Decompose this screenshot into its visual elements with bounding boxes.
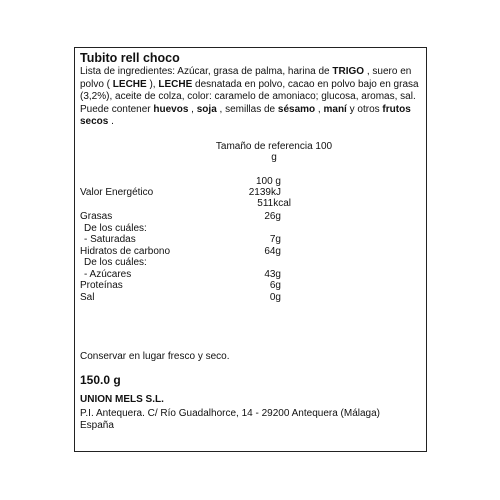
storage-instructions: Conservar en lugar fresco y seco.: [80, 351, 230, 362]
allergen-text: TRIGO: [332, 66, 365, 77]
product-label-card: [74, 47, 427, 452]
nutrition-row-label: Proteínas: [80, 280, 123, 291]
allergen-text: frutos secos: [80, 103, 411, 127]
reference-size-line2: g: [271, 152, 277, 163]
ingredient-text: , suero en polvo (: [80, 66, 412, 90]
allergen-text: maní: [323, 103, 347, 115]
energy-kj: 2139kJ: [248, 187, 281, 198]
nutrition-row-label: - Saturadas: [84, 234, 136, 245]
energy-kcal: 511kcal: [257, 198, 291, 209]
nutrition-row-value: 26g: [264, 211, 281, 222]
nutrition-row-label: Grasas: [80, 211, 113, 222]
nutrition-row-label: Sal: [80, 291, 95, 303]
nutrition-row-label: De los cuáles:: [84, 222, 147, 234]
nutrition-row-label: De los cuáles:: [84, 257, 147, 268]
nutrition-row-value: 0g: [269, 291, 281, 303]
ingredient-text: ,: [188, 103, 197, 115]
nutrition-row-value: 7g: [269, 234, 281, 245]
nutrition-row-label: - Azúcares: [84, 268, 132, 280]
ingredient-text: desnatada en polvo, cacao en polvo bajo en grasa (3,2%), aceite de colza, color: caramelo de amoniaco; glucosa, aromas, sal. Puede contener: [80, 78, 419, 115]
nutrition-row-label: Hidratos de carbono: [80, 245, 171, 257]
allergen-text: huevos: [153, 103, 189, 115]
ingredient-text: Lista de ingredientes: Azúcar, grasa de palma, harina de: [80, 66, 333, 77]
ingredient-text: y otros: [346, 103, 383, 115]
company-country: España: [80, 420, 114, 431]
unit-header: 100 g: [255, 176, 281, 187]
ingredient-text: , semillas de: [216, 103, 278, 115]
nutrition-row-value: 43g: [264, 268, 281, 280]
energy-label: Valor Energético: [80, 187, 154, 198]
ingredients-list: [80, 66, 425, 129]
allergen-text: LECHE: [158, 78, 193, 90]
ingredient-text: ),: [146, 78, 159, 90]
product-title: Tubito rell choco: [80, 51, 180, 65]
ingredient-text: .: [108, 116, 114, 127]
allergen-text: LECHE: [112, 78, 147, 90]
ingredient-text: ,: [315, 103, 324, 115]
nutrition-row-value: 6g: [269, 280, 281, 291]
allergen-text: sésamo: [277, 103, 316, 115]
company-address: P.I. Antequera. C/ Río Guadalhorce, 14 - 29200 Antequera (Málaga): [80, 408, 381, 419]
net-weight: 150.0 g: [80, 373, 121, 387]
allergen-text: soja: [196, 103, 217, 115]
reference-size-line1: Tamaño de referencia 100: [215, 141, 333, 152]
nutrition-row-value: 64g: [264, 245, 281, 257]
company-name: UNION MELS S.L.: [80, 394, 164, 405]
